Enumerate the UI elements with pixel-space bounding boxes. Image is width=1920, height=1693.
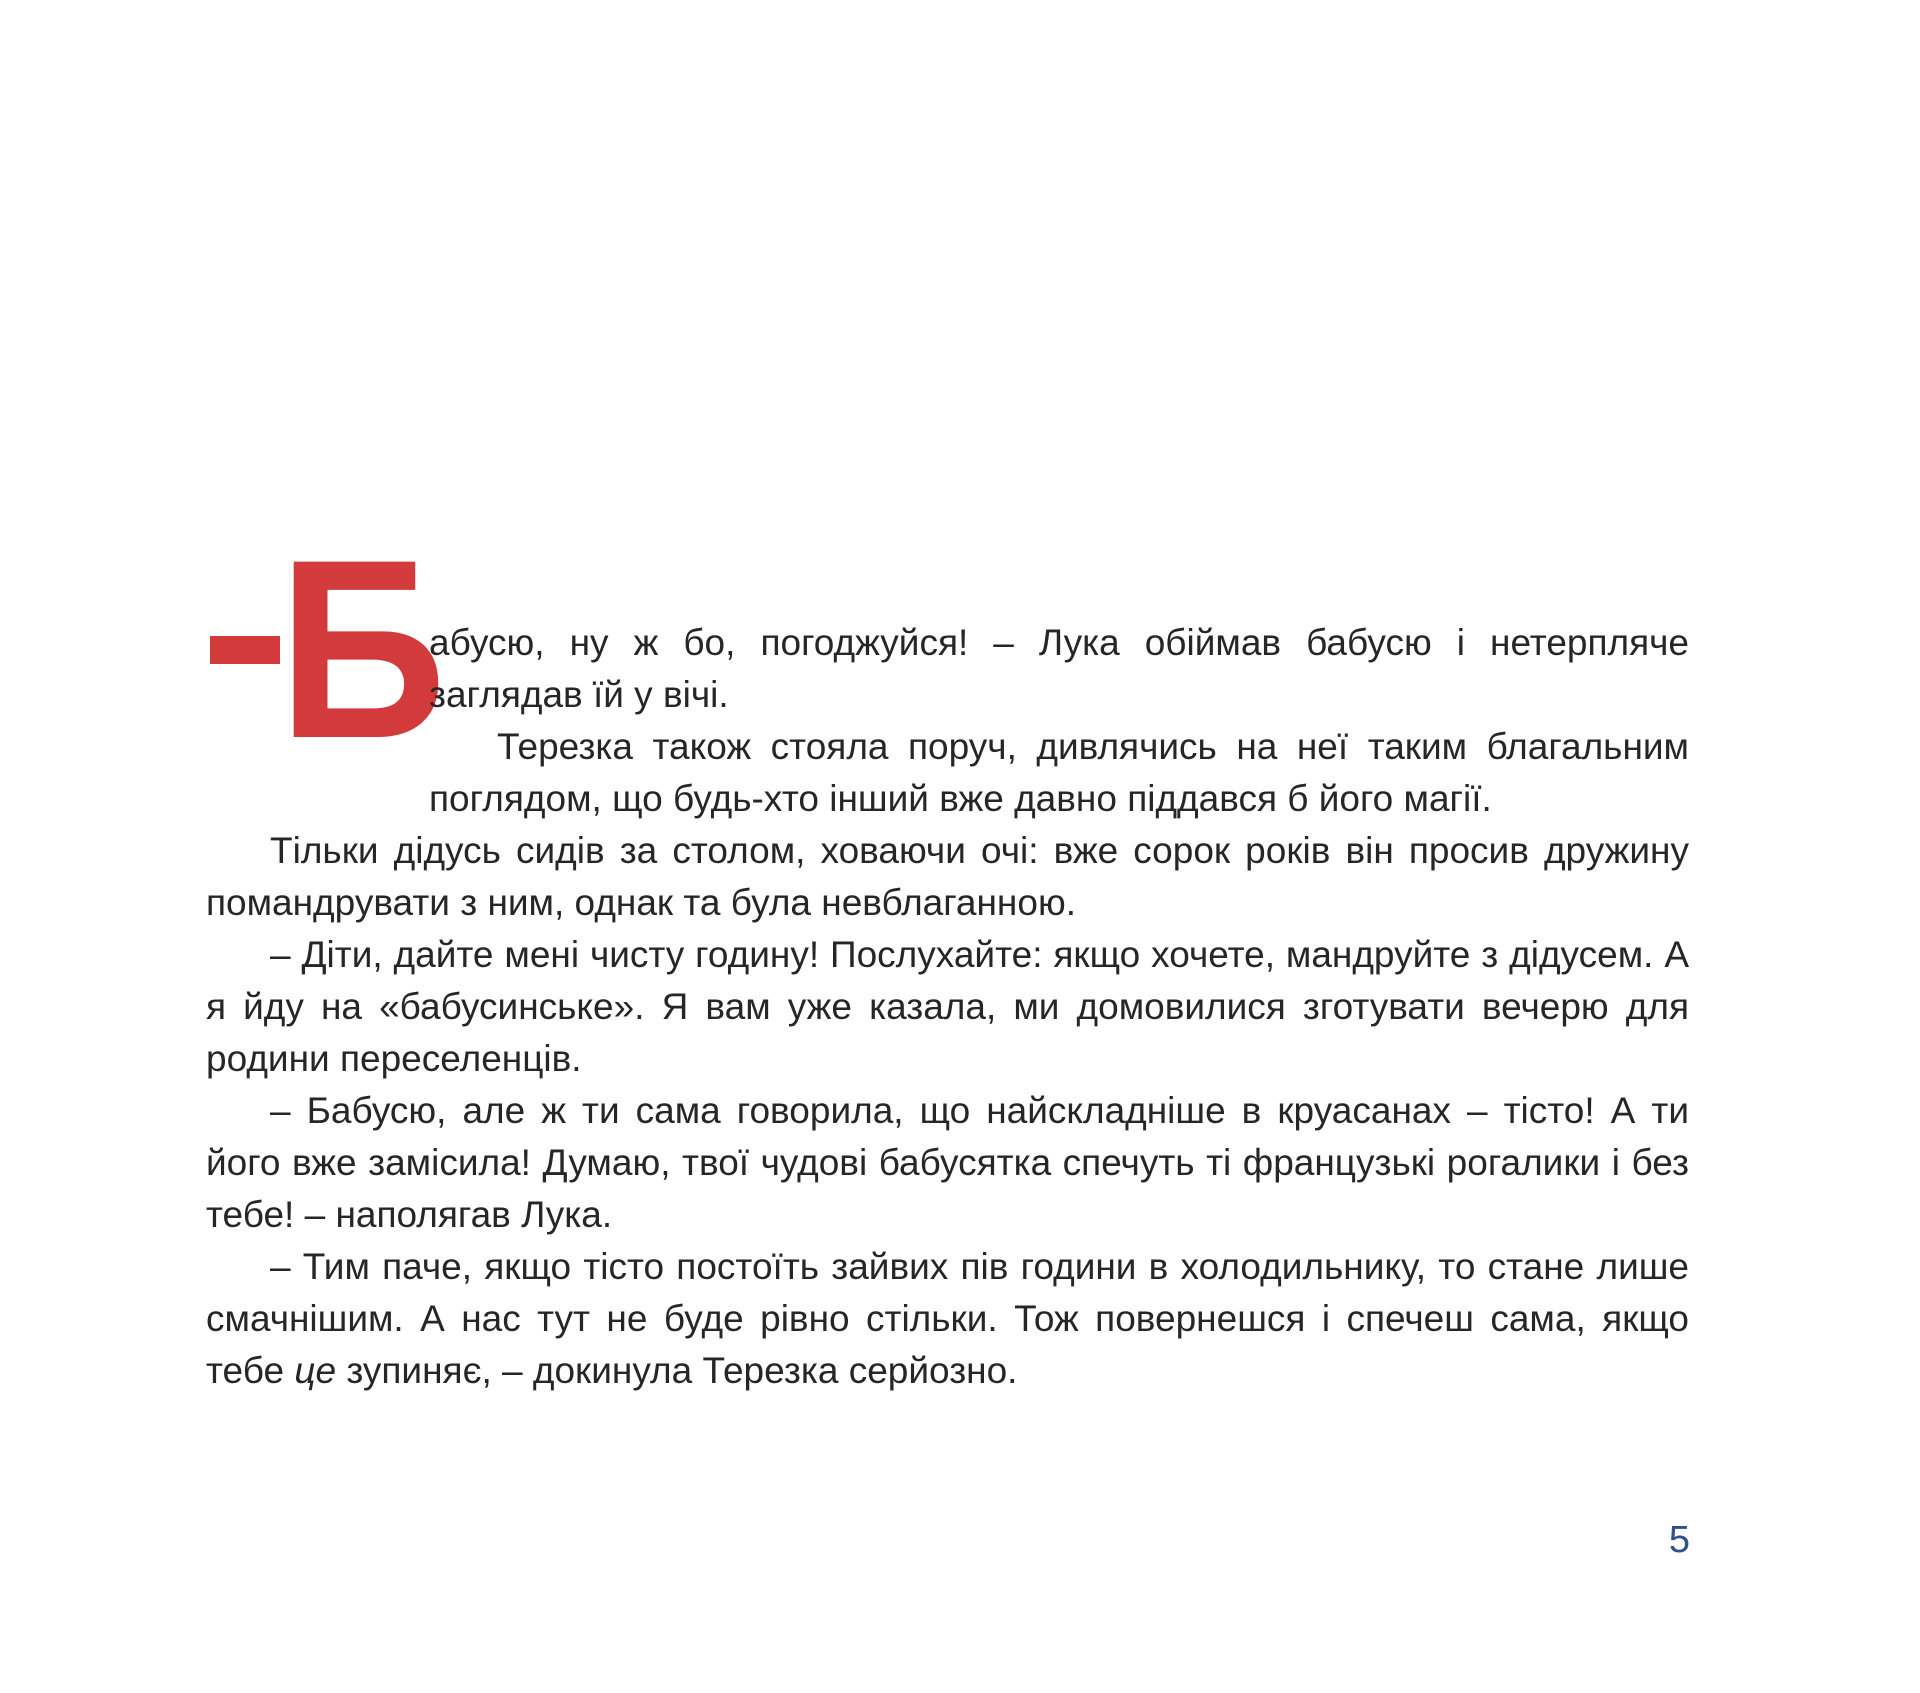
body-text bbox=[206, 617, 1689, 1397]
paragraph-6-start: – Тим паче, якщо тісто постоїть зайвих пів години в холодильнику, то стане лише смачнішим. А нас тут не буде рівно стільки. Тож повернешся і спечеш сама, якщо тебе bbox=[206, 1246, 1689, 1391]
paragraph-4: – Діти, дайте мені чисту годину! Послухайте: якщо хочете, мандруйте з дідусем. А я йду на «бабусинське». Я вам уже казала, ми домовилися зготувати вечерю для родини переселенців. bbox=[206, 934, 1689, 1079]
paragraph-6 bbox=[206, 1241, 1689, 1397]
paragraph-3: Тільки дідусь сидів за столом, ховаючи очі: вже сорок років він просив дружину помандрувати з ним, однак та була невблаганною. bbox=[206, 830, 1689, 923]
paragraph-5: – Бабусю, але ж ти сама говорила, що найскладніше в круасанах – тісто! А ти його вже замісила! Думаю, твої чудові бабусятка спечуть ті французькі рогалики і без тебе! – наполягав Лука. bbox=[206, 1090, 1689, 1235]
paragraph-6-italic: це bbox=[294, 1350, 337, 1391]
paragraph-1: абусю, ну ж бо, погоджуйся! – Лука обіймав бабусю і нетерпляче заглядав їй у вічі. bbox=[429, 622, 1689, 715]
paragraph-6-end: зупиняє, – докинула Терезка серйозно. bbox=[336, 1350, 1018, 1391]
drop-cap-letter: Б bbox=[278, 507, 447, 792]
paragraph-2: Терезка також стояла поруч, дивлячись на неї таким благальним поглядом, що будь-хто інший вже давно піддався б його магії. bbox=[429, 726, 1689, 819]
page-number: 5 bbox=[1668, 1519, 1690, 1561]
